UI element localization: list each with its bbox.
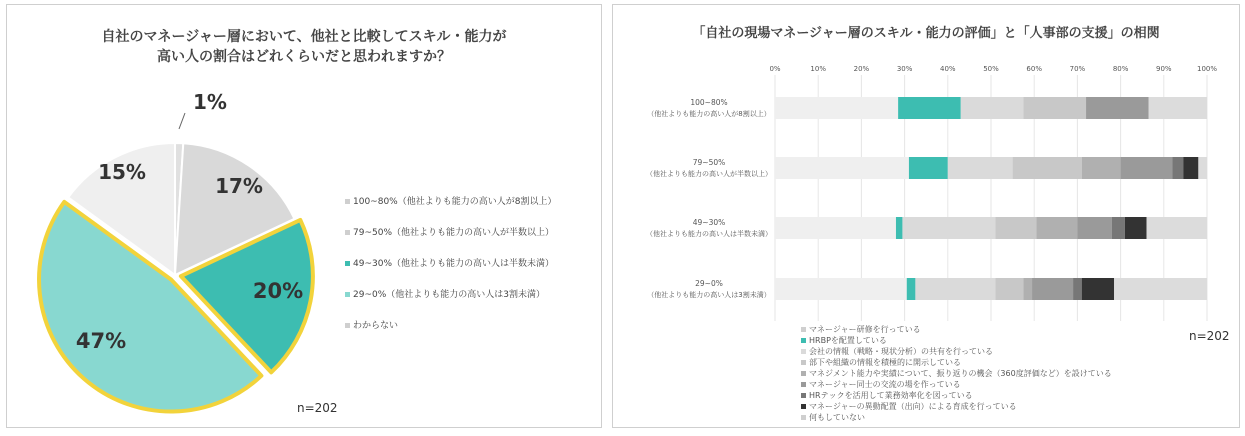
bar-legend-item-3 (801, 347, 993, 357)
bar-segment-2-2 (909, 157, 948, 179)
bar-segment-1-4 (1023, 97, 1086, 119)
pie-legend-swatch-3 (345, 261, 350, 266)
bar-segment-4-1 (775, 278, 907, 300)
bar-legend-label-2: HRBPを配置している (809, 336, 887, 345)
bar-x-tick-10: 100% (1196, 65, 1218, 73)
pie-legend-item-3 (345, 256, 554, 269)
bar-category-label-2: 79~50% (692, 158, 726, 167)
bar-segment-2-5 (1082, 157, 1121, 179)
bar-segment-2-8 (1183, 157, 1198, 179)
bar-segment-4-7 (1073, 278, 1082, 300)
bar-legend-item-9 (801, 413, 865, 423)
bar-category-sublabel-1: （他社よりも能力の高い人が8割以上） (647, 110, 771, 118)
bar-segment-2-6 (1121, 157, 1173, 179)
pie-legend-swatch-4 (345, 292, 350, 297)
bar-segment-2-3 (948, 157, 1013, 179)
pie-legend-label-1: 100~80%（他社よりも能力の高い人が8割以上） (353, 197, 557, 207)
pie-legend-label-5: わからない (353, 321, 399, 331)
bar-legend-swatch-1 (801, 327, 806, 332)
bar-chart-panel (612, 4, 1240, 428)
bar-legend-label-4: 部下や組織の情報を積極的に開示している (809, 358, 961, 367)
pie-title-line-2: 高い人の割合はどれくらいだと思われますか？ (157, 49, 451, 65)
pie-legend-item-4 (345, 287, 545, 300)
bar-x-tick-2: 20% (853, 65, 870, 73)
bar-category-label-1: 100~80% (690, 98, 728, 107)
bar-segment-1-2 (898, 97, 961, 119)
bar-legend-label-7: HRテックを活用して業務効率化を図っている (809, 391, 973, 400)
pie-slice-label-5: 15% (98, 160, 146, 184)
pie-slice-label-2: 17% (215, 174, 263, 198)
bar-segment-2-7 (1172, 157, 1183, 179)
bar-legend-item-6 (801, 380, 961, 390)
pie-slice-label-4: 47% (75, 329, 127, 353)
bar-segment-1-3 (961, 97, 1024, 119)
pie-title-line-1: 自社のマネージャー層において、他社と比較してスキル・能力が (101, 29, 507, 45)
pie-legend-item-2 (345, 225, 554, 238)
bar-legend-label-5: マネジメント能力や実績について、振り返りの機会（360度評価など）を設けている (809, 369, 1112, 378)
bar-x-tick-3: 30% (896, 65, 913, 73)
bar-segment-3-9 (1147, 217, 1207, 239)
bar-legend-swatch-3 (801, 349, 806, 354)
bar-legend-item-7 (801, 391, 973, 401)
bar-legend-swatch-9 (801, 415, 806, 420)
bar-segment-4-3 (915, 278, 995, 300)
pie-chart-panel (6, 4, 602, 428)
pie-legend-label-3: 49~30%（他社よりも能力の高い人は半数未満） (353, 259, 554, 269)
pie-legend-label-2: 79~50%（他社よりも能力の高い人が半数以上） (353, 228, 554, 238)
bar-x-tick-4: 40% (940, 65, 956, 73)
bar-segment-3-3 (902, 217, 995, 239)
pie-leader-line (179, 113, 185, 129)
bar-segment-3-1 (775, 217, 896, 239)
bar-x-tick-9: 90% (1156, 65, 1172, 73)
bar-x-tick-7: 70% (1069, 65, 1086, 73)
bar-segment-4-9 (1114, 278, 1207, 300)
bar-segment-2-4 (1013, 157, 1082, 179)
pie-n-label: n=202 (297, 401, 338, 415)
bar-legend-label-1: マネージャー研修を行っている (809, 325, 921, 334)
bar-chart-title: 「自社の現場マネージャー層のスキル・能力の評価」と「人事部の支援」の相関 (692, 26, 1160, 41)
bar-segment-4-4 (995, 278, 1023, 300)
bar-x-tick-1: 10% (810, 65, 826, 73)
bar-segment-4-8 (1082, 278, 1114, 300)
bar-x-tick-6: 60% (1026, 65, 1042, 73)
bar-legend-swatch-7 (801, 393, 806, 398)
bar-segment-4-2 (907, 278, 916, 300)
bar-segment-3-7 (1112, 217, 1125, 239)
bar-legend-item-5 (801, 369, 1112, 379)
bar-legend-item-2 (801, 336, 887, 346)
bar-category-sublabel-2: （他社よりも能力の高い人が半数以上） (646, 170, 772, 178)
pie-legend-item-1 (345, 194, 556, 207)
bar-legend-label-3: 会社の情報（戦略・現状分析）の共有を行っている (809, 347, 993, 356)
bar-legend-label-6: マネージャー同士の交流の場を作っている (809, 380, 961, 389)
bar-segment-3-4 (995, 217, 1036, 239)
bar-legend-swatch-6 (801, 382, 806, 387)
bar-legend-swatch-4 (801, 360, 806, 365)
bar-legend-label-8: マネージャーの異動配置（出向）による育成を行っている (809, 402, 1017, 411)
bar-x-tick-8: 80% (1112, 65, 1129, 73)
pie-legend-swatch-1 (345, 199, 350, 204)
bar-legend-item-8 (801, 402, 1017, 412)
bar-segment-4-6 (1032, 278, 1073, 300)
bar-segment-2-9 (1198, 157, 1207, 179)
bar-legend-swatch-8 (801, 404, 806, 409)
bar-segment-3-2 (896, 217, 902, 239)
bar-legend-item-4 (801, 358, 961, 368)
bar-x-tick-5: 50% (983, 65, 999, 73)
bar-x-tick-0: 0% (769, 65, 781, 73)
bar-category-label-3: 49~30% (692, 218, 726, 227)
pie-slice-label-3: 20% (252, 279, 304, 303)
pie-chart (7, 5, 603, 429)
bar-legend-swatch-2 (801, 338, 806, 343)
pie-legend-swatch-5 (345, 323, 350, 328)
bar-category-label-4: 29~0% (695, 279, 723, 288)
bar-legend-label-9: 何もしていない (809, 413, 865, 422)
pie-legend-item-5 (345, 318, 398, 331)
pie-slice-label-1: 1% (193, 90, 227, 114)
bar-legend-swatch-5 (801, 371, 806, 376)
bar-segment-1-6 (1086, 97, 1149, 119)
bar-category-sublabel-4: （他社よりも能力の高い人は3割未満） (647, 291, 771, 299)
bar-n-label: n=202 (1189, 329, 1230, 343)
bar-segment-3-6 (1077, 217, 1112, 239)
bar-segment-4-5 (1023, 278, 1032, 300)
bar-segment-3-5 (1036, 217, 1077, 239)
bar-legend-item-1 (801, 325, 921, 335)
bar-segment-3-8 (1125, 217, 1147, 239)
bar-category-sublabel-3: （他社よりも能力の高い人は半数未満） (646, 230, 772, 238)
bar-segment-1-9 (1149, 97, 1207, 119)
pie-legend-label-4: 29~0%（他社よりも能力の高い人は3割未満） (353, 290, 545, 300)
bar-segment-1-1 (775, 97, 898, 119)
pie-legend-swatch-2 (345, 230, 350, 235)
bar-segment-2-1 (775, 157, 909, 179)
